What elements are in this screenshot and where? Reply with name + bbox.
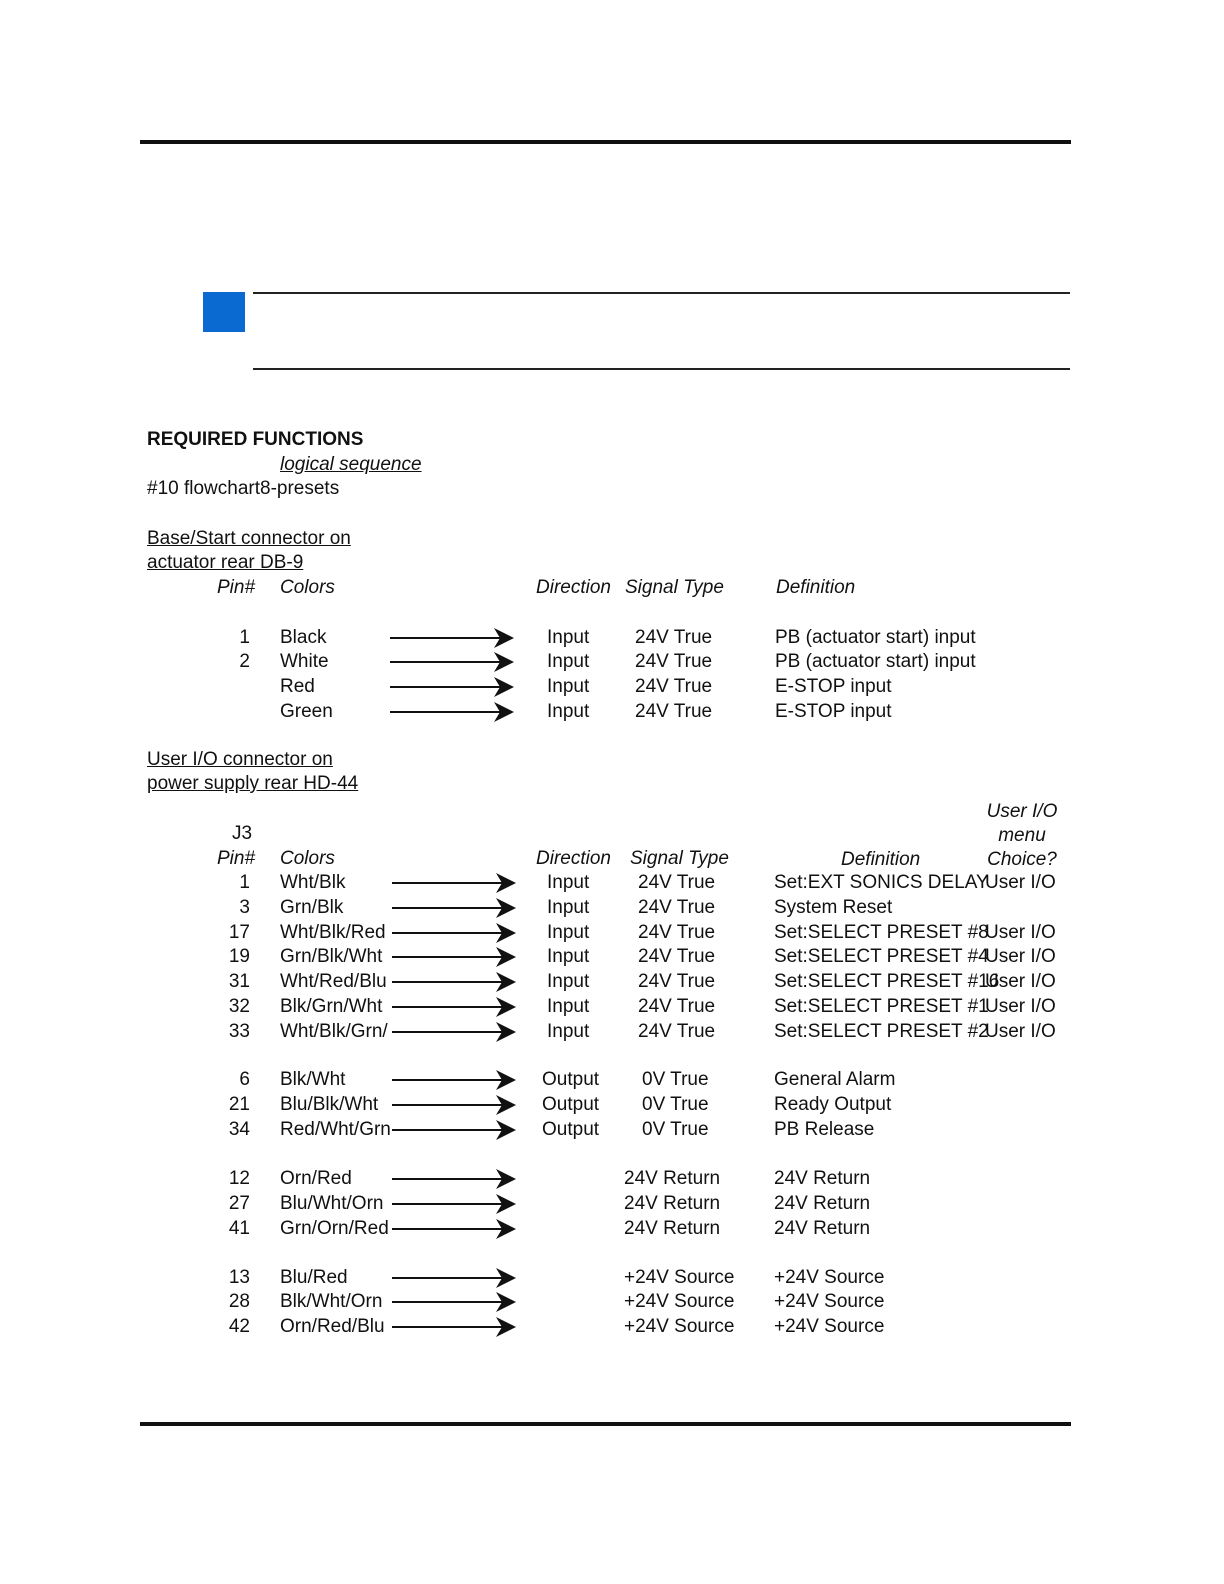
arrow-right-icon: [392, 1094, 518, 1116]
userio-row-color: Blu/Red: [280, 1267, 348, 1288]
userio-row-color: Blk/Wht/Orn: [280, 1291, 383, 1312]
userio-row-pin: 33: [228, 1021, 250, 1042]
userio-row-color: Wht/Blk/Red: [280, 922, 386, 943]
base-header-definition: Definition: [776, 577, 856, 598]
userio-row-pin: 34: [228, 1119, 250, 1140]
base-row-signal: 24V True: [635, 651, 713, 672]
userio-row-signal: 24V True: [638, 946, 716, 967]
base-connector-title-line1: Base/Start connector on: [147, 528, 351, 549]
header-rule-bottom: [253, 368, 1070, 370]
userio-row-definition: +24V Source: [774, 1316, 885, 1337]
userio-row-definition: Set:SELECT PRESET #2: [774, 1021, 989, 1042]
userio-row-signal: 24V True: [638, 996, 716, 1017]
userio-row-color: Orn/Red/Blu: [280, 1316, 385, 1337]
userio-row-signal: 24V Return: [624, 1193, 721, 1214]
base-row-pin: 2: [239, 651, 250, 672]
base-row-definition: PB (actuator start) input: [775, 651, 976, 672]
userio-row-pin: 3: [239, 897, 250, 918]
base-row-color: Red: [280, 676, 315, 697]
userio-row-signal: 24V True: [638, 872, 716, 893]
base-row-definition: PB (actuator start) input: [775, 627, 976, 648]
userio-row-direction: Output: [542, 1069, 600, 1090]
userio-row-direction: Input: [547, 897, 590, 918]
userio-row-pin: 21: [228, 1094, 250, 1115]
userio-row-direction: Input: [547, 996, 590, 1017]
userio-row-color: Blk/Grn/Wht: [280, 996, 383, 1017]
userio-row-pin: 19: [228, 946, 250, 967]
userio-row-menu: User I/O: [985, 996, 1056, 1017]
arrow-right-icon: [392, 996, 518, 1018]
userio-row-signal: 24V True: [638, 1021, 716, 1042]
base-connector-title-line2: actuator rear DB-9: [147, 552, 304, 573]
userio-row-direction: Input: [547, 946, 590, 967]
userio-row-definition: Set:SELECT PRESET #1: [774, 996, 989, 1017]
base-row-definition: E-STOP input: [775, 676, 892, 697]
userio-row-pin: 41: [228, 1218, 250, 1239]
userio-row-color: Grn/Orn/Red: [280, 1218, 389, 1239]
userio-header-pin: Pin#: [217, 848, 256, 869]
arrow-right-icon: [392, 1168, 518, 1190]
userio-header-j3: J3: [231, 823, 253, 844]
header-rule-top: [253, 292, 1070, 294]
userio-row-color: Wht/Blk: [280, 872, 346, 893]
userio-row-signal: +24V Source: [624, 1316, 735, 1337]
base-row-color: Black: [280, 627, 327, 648]
base-header-direction: Direction: [536, 577, 611, 598]
userio-header-signal-type: Signal Type: [630, 848, 729, 869]
userio-row-signal: +24V Source: [624, 1267, 735, 1288]
base-row-definition: E-STOP input: [775, 701, 892, 722]
userio-row-menu: User I/O: [985, 922, 1056, 943]
userio-row-menu: User I/O: [985, 1021, 1056, 1042]
userio-row-direction: Input: [547, 1021, 590, 1042]
userio-row-menu: User I/O: [985, 971, 1056, 992]
arrow-right-icon: [392, 1069, 518, 1091]
base-row-direction: Input: [547, 627, 590, 648]
userio-row-definition: Ready Output: [774, 1094, 892, 1115]
arrow-right-icon: [392, 1218, 518, 1240]
userio-row-color: Orn/Red: [280, 1168, 352, 1189]
userio-row-signal: 0V True: [642, 1069, 709, 1090]
arrow-right-icon: [392, 1193, 518, 1215]
userio-row-definition: 24V Return: [774, 1193, 871, 1214]
arrow-right-icon: [390, 701, 516, 723]
userio-row-menu: User I/O: [985, 946, 1056, 967]
arrow-right-icon: [390, 676, 516, 698]
arrow-right-icon: [392, 971, 518, 993]
userio-row-color: Grn/Blk: [280, 897, 344, 918]
arrow-right-icon: [390, 627, 516, 649]
base-row-color: Green: [280, 701, 333, 722]
userio-row-color: Wht/Blk/Grn/: [280, 1021, 388, 1042]
userio-row-color: Red/Wht/Grn: [280, 1119, 391, 1140]
userio-row-definition: Set:EXT SONICS DELAY: [774, 872, 989, 893]
base-row-signal: 24V True: [635, 676, 713, 697]
userio-header-menu-line3: Choice?: [987, 849, 1057, 870]
userio-header-menu-line1: User I/O: [986, 801, 1058, 822]
userio-row-definition: Set:SELECT PRESET #4: [774, 946, 989, 967]
userio-row-direction: Input: [547, 922, 590, 943]
userio-row-pin: 1: [239, 872, 250, 893]
userio-row-direction: Input: [547, 971, 590, 992]
userio-connector-title-line2: power supply rear HD-44: [147, 773, 359, 794]
base-header-pin: Pin#: [217, 577, 256, 598]
userio-row-pin: 32: [228, 996, 250, 1017]
userio-row-definition: 24V Return: [774, 1168, 871, 1189]
userio-header-direction: Direction: [536, 848, 611, 869]
userio-connector-title-line1: User I/O connector on: [147, 749, 333, 770]
base-row-direction: Input: [547, 676, 590, 697]
userio-row-direction: Output: [542, 1119, 600, 1140]
userio-row-direction: Output: [542, 1094, 600, 1115]
userio-row-signal: 24V Return: [624, 1168, 721, 1189]
userio-row-color: Blu/Blk/Wht: [280, 1094, 379, 1115]
arrow-right-icon: [390, 651, 516, 673]
base-row-direction: Input: [547, 701, 590, 722]
userio-header-colors: Colors: [280, 848, 335, 869]
arrow-right-icon: [392, 872, 518, 894]
arrow-right-icon: [392, 1316, 518, 1338]
userio-row-signal: 24V True: [638, 922, 716, 943]
userio-row-signal: 24V Return: [624, 1218, 721, 1239]
required-functions-heading: REQUIRED FUNCTIONS: [147, 429, 364, 450]
userio-row-pin: 6: [239, 1069, 250, 1090]
base-header-signal-type: Signal Type: [625, 577, 724, 598]
userio-row-pin: 28: [228, 1291, 250, 1312]
arrow-right-icon: [392, 922, 518, 944]
base-header-colors: Colors: [280, 577, 335, 598]
userio-row-color: Blu/Wht/Orn: [280, 1193, 384, 1214]
userio-row-definition: Set:SELECT PRESET #16: [774, 971, 1000, 992]
base-row-signal: 24V True: [635, 627, 713, 648]
userio-row-color: Blk/Wht: [280, 1069, 346, 1090]
userio-row-pin: 27: [228, 1193, 250, 1214]
userio-row-signal: 24V True: [638, 897, 716, 918]
userio-row-pin: 12: [228, 1168, 250, 1189]
userio-row-pin: 31: [228, 971, 250, 992]
base-row-signal: 24V True: [635, 701, 713, 722]
userio-header-definition: Definition: [841, 849, 921, 870]
arrow-right-icon: [392, 946, 518, 968]
userio-row-signal: 0V True: [642, 1119, 709, 1140]
userio-row-signal: +24V Source: [624, 1291, 735, 1312]
userio-row-pin: 13: [228, 1267, 250, 1288]
top-rule: [140, 140, 1071, 144]
userio-row-signal: 0V True: [642, 1094, 709, 1115]
userio-row-definition: General Alarm: [774, 1069, 896, 1090]
userio-row-definition: +24V Source: [774, 1291, 885, 1312]
arrow-right-icon: [392, 897, 518, 919]
userio-row-definition: 24V Return: [774, 1218, 871, 1239]
userio-row-definition: System Reset: [774, 897, 893, 918]
userio-row-signal: 24V True: [638, 971, 716, 992]
userio-row-color: Grn/Blk/Wht: [280, 946, 383, 967]
base-row-pin: 1: [239, 627, 250, 648]
base-row-direction: Input: [547, 651, 590, 672]
base-row-color: White: [280, 651, 329, 672]
section-marker-square: [203, 292, 245, 332]
userio-row-direction: Input: [547, 872, 590, 893]
userio-row-pin: 17: [228, 922, 250, 943]
arrow-right-icon: [392, 1021, 518, 1043]
flowchart-reference: #10 flowchart8-presets: [147, 478, 340, 499]
bottom-rule: [140, 1422, 1071, 1426]
userio-row-definition: Set:SELECT PRESET #8: [774, 922, 989, 943]
userio-row-menu: User I/O: [985, 872, 1056, 893]
arrow-right-icon: [392, 1291, 518, 1313]
userio-row-pin: 42: [228, 1316, 250, 1337]
userio-header-menu-line2: menu: [998, 825, 1046, 846]
arrow-right-icon: [392, 1267, 518, 1289]
arrow-right-icon: [392, 1119, 518, 1141]
userio-row-definition: +24V Source: [774, 1267, 885, 1288]
userio-row-definition: PB Release: [774, 1119, 875, 1140]
logical-sequence-label: logical sequence: [280, 454, 422, 475]
userio-row-color: Wht/Red/Blu: [280, 971, 387, 992]
